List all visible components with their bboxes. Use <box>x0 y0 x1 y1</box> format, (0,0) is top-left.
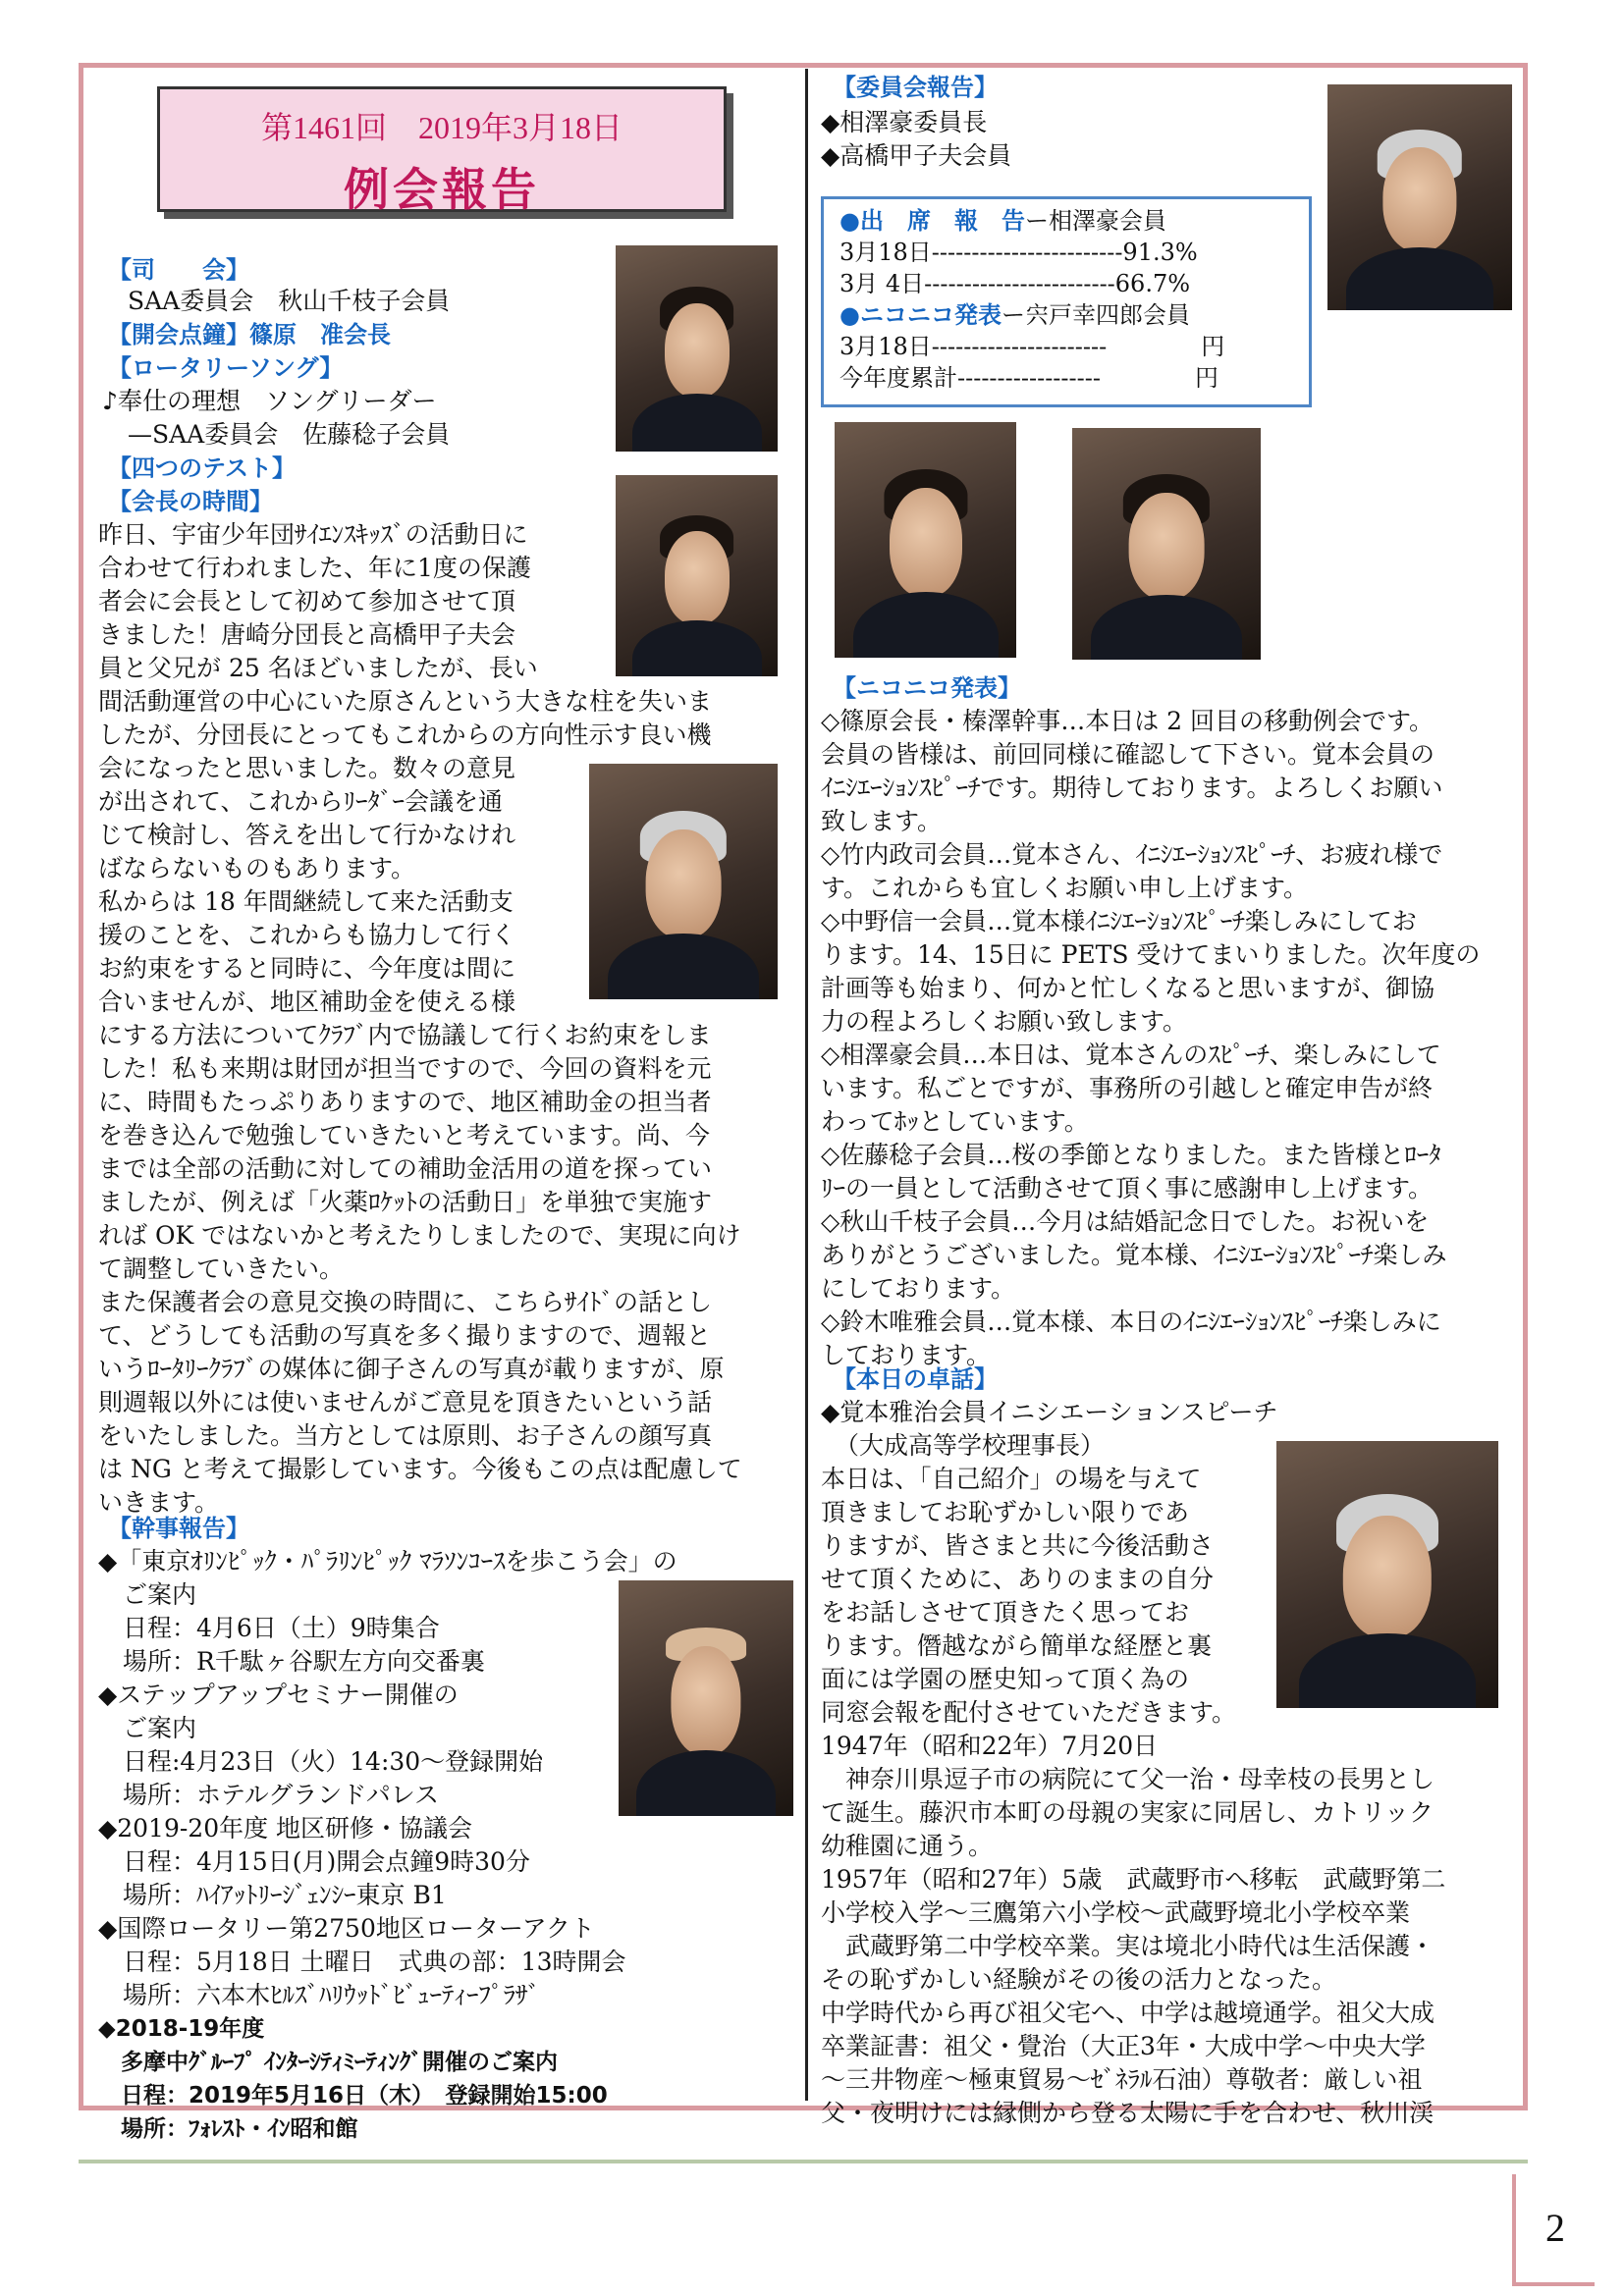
president-text-line: いうﾛｰﾀﾘｰｸﾗﾌﾞの媒体に御子さんの写真が載りますが、原 <box>98 1355 725 1383</box>
heading-four-way-test: 【四つのテスト】 <box>108 454 297 482</box>
talk-text-line: 1947年（昭和22年）7月20日 <box>821 1732 1159 1760</box>
talk-text-line: 武蔵野第二中学校卒業。実は境北小時代は生活保護・ <box>821 1932 1435 1960</box>
secretary-text-line: 日程：4月15日(月)開会点鐘9時30分 <box>98 1847 530 1876</box>
nico-text-line: ◇鈴木唯雅会員…覚本様、本日のｲﾆｼｴｰｼｮﾝｽﾋﾟｰﾁ楽しみに <box>821 1308 1441 1336</box>
nico-text-line: わってﾎｯとしています。 <box>821 1107 1089 1136</box>
president-text-line: お約束をすると同時に、今年度は間に <box>98 954 516 983</box>
nico-text-line: しております。 <box>821 1341 992 1369</box>
talk-text-line: 1957年（昭和27年）5歳 武蔵野市へ移転 武蔵野第二 <box>821 1865 1446 1894</box>
secretary-text-line: ◆ステップアップセミナー開催の <box>98 1681 459 1709</box>
president-text-line: また保護者会の意見交換の時間に、こちらｻｲﾄﾞの話とし <box>98 1288 713 1316</box>
committee-line-2: ◆高橋甲子夫会員 <box>821 141 1012 170</box>
talk-text-line: をお話しさせて頂きたく思ってお <box>821 1598 1190 1627</box>
talk-text-line: 本日は、「自己紹介」の場を与えて <box>821 1465 1202 1493</box>
heading-opening: 【開会点鐘】篠原 准会長 <box>108 321 391 348</box>
president-text-line: ばならないものもあります。 <box>98 854 416 882</box>
nico-text-line: ﾘｰの一員として活動させて頂く事に感謝申し上げます。 <box>821 1174 1434 1202</box>
talk-text-line: 小学校入学～三鷹第六小学校～武蔵野境北小学校卒業 <box>821 1898 1411 1927</box>
secretary-text-line: 日程：4月6日（土）9時集合 <box>98 1614 440 1642</box>
talk-subtitle: （大成高等学校理事長） <box>835 1431 1106 1460</box>
photo-kakumoto-young <box>835 422 1016 658</box>
president-text-line: きました！唐崎分団長と高橋甲子夫会 <box>98 620 516 649</box>
talk-text-line: ります。僭越ながら簡単な経歴と裏 <box>821 1631 1213 1660</box>
photo-kakumoto-speaker <box>1276 1441 1498 1708</box>
nico-text-line: ります。14、15日に PETS 受けてまいりました。次年度の <box>821 940 1481 969</box>
secretary-text-line: 場所：R千駄ヶ谷駅左方向交番裏 <box>98 1647 485 1676</box>
secretary-text-line: 場所：ホテルグランドパレス <box>98 1781 440 1809</box>
talk-text-line: 同窓会報を配付させていただきます。 <box>821 1698 1237 1727</box>
photo-hanzawa <box>619 1580 793 1816</box>
photo-takahashi <box>1072 428 1261 660</box>
heading-song: 【ロータリーソング】 <box>108 354 344 382</box>
heading-committee-report: 【委員会報告】 <box>833 74 998 101</box>
talk-text-line: 面には学園の歴史知って頂く為の <box>821 1665 1190 1693</box>
president-text-line: 会になったと思いました。数々の意見 <box>98 754 516 782</box>
president-text-line: ましたが、例えば「火薬ﾛｹｯﾄの活動日」を単独で実施す <box>98 1188 713 1216</box>
intercity-notice-line: 場所：ﾌｫﾚｽﾄ・ｲﾝ昭和館 <box>98 2116 358 2142</box>
president-text-line: 援のことを、これからも協力して行く <box>98 921 516 949</box>
president-text-line: が出されて、これからﾘｰﾀﾞｰ会議を通 <box>98 787 504 816</box>
intercity-notice-line: ◆2018-19年度 <box>98 2016 265 2042</box>
meeting-date: 第1461回 2019年3月18日 <box>260 110 623 145</box>
committee-line-1: ◆相澤豪委員長 <box>821 108 988 136</box>
nico-text-line: ありがとうございました。覚本様、ｲﾆｼｴｰｼｮﾝｽﾋﾟｰﾁ楽しみ <box>821 1241 1447 1269</box>
column-divider <box>805 69 808 2101</box>
secretary-text-line: ◆「東京ｵﾘﾝﾋﾟｯｸ・ﾊﾟﾗﾘﾝﾋﾟｯｸ ﾏﾗｿﾝｺｰｽを歩こう会」の <box>98 1547 677 1575</box>
attendance-heading: ●出 席 報 告ー相澤豪会員 <box>839 207 1166 235</box>
heading-secretary-report: 【幹事報告】 <box>108 1515 249 1542</box>
song-line-1: ♪奉仕の理想 ソングリーダー <box>102 387 437 415</box>
nico-text-line: います。私ごとですが、事務所の引越しと確定申告が終 <box>821 1074 1434 1102</box>
talk-text-line: 中学時代から再び祖父宅へ、中学は越境通学。祖父大成 <box>821 1999 1435 2027</box>
talk-text-line: 父・夜明けには縁側から登る太陽に手を合わせ、秋川渓 <box>821 2099 1435 2127</box>
talk-text-line: りますが、皆さまと共に今後活動さ <box>821 1531 1215 1560</box>
nico-row: 3月18日---------------------- 円 <box>839 333 1225 360</box>
secretary-text-line: ご案内 <box>98 1580 197 1609</box>
president-text-line: れば OK ではないかと考えたりしましたので、実現に向け <box>98 1221 741 1250</box>
talk-title: ◆覚本雅治会員イニシエーションスピーチ <box>821 1398 1278 1426</box>
title-box <box>157 86 727 216</box>
nico-text-line: ◇竹内政司会員…覚本さん、ｲﾆｼｴｰｼｮﾝｽﾋﾟｰﾁ、お疲れ様で <box>821 840 1443 869</box>
talk-text-line: 卒業証書：祖父・覺治（大正3年・大成中学～中央大学 <box>821 2032 1426 2060</box>
heading-nico-nico: 【ニコニコ発表】 <box>833 674 1021 702</box>
president-text-line: 員と父兄が 25 名ほどいましたが、長い <box>98 654 538 682</box>
president-text-line: にする方法についてｸﾗﾌﾞ内で協議して行くお約束をしま <box>98 1021 712 1049</box>
president-text-line: て調整していきたい。 <box>98 1255 345 1283</box>
attendance-box <box>821 196 1312 407</box>
nico-text-line: す。これからも宜しくお願い申し上げます。 <box>821 874 1309 902</box>
secretary-text-line: ◆2019-20年度 地区研修・協議会 <box>98 1814 473 1842</box>
nico-text-line: 力の程よろしくお願い致します。 <box>821 1007 1188 1036</box>
talk-text-line: 幼稚園に通う。 <box>821 1832 994 1860</box>
heading-today-talk: 【本日の卓話】 <box>833 1365 998 1393</box>
nico-text-line: 会員の皆様は、前回同様に確認して下さい。覚本会員の <box>821 740 1435 769</box>
president-text-line: じて検討し、答えを出して行かなけれ <box>98 821 516 849</box>
nico-heading: ●ニコニコ発表ー宍戸幸四郎会員 <box>839 301 1190 329</box>
page-number: 2 <box>1512 2174 1595 2286</box>
president-text-line: 合わせて行われました、年に1度の保護 <box>98 554 531 582</box>
bottom-rule <box>79 2160 1528 2163</box>
secretary-text-line: 日程：5月18日 土曜日 式典の部：13時開会 <box>98 1948 626 1976</box>
intercity-notice-line: 多摩中ｸﾞﾙｰﾌﾟ ｲﾝﾀｰｼﾃｨﾐｰﾃｨﾝｸﾞ開催のご案内 <box>98 2050 559 2075</box>
nico-text-line: ◇中野信一会員…覚本様ｲﾆｼｴｰｼｮﾝｽﾋﾟｰﾁ楽しみにしてお <box>821 907 1417 935</box>
president-text-line: 則週報以外には使いませんがご意見を頂きたいという話 <box>98 1388 713 1416</box>
photo-shinohara <box>589 764 778 999</box>
nico-text-line: ｲﾆｼｴｰｼｮﾝｽﾋﾟｰﾁです。期待しております。よろしくお願い <box>821 774 1443 802</box>
nico-text <box>821 705 1520 1372</box>
nico-text-line: 計画等も始まり、何かと忙しくなると思いますが、御協 <box>821 974 1435 1002</box>
nico-text-line: 致します。 <box>821 807 943 835</box>
host-line: SAA委員会 秋山千枝子会員 <box>128 287 451 315</box>
talk-text-line: ～三井物産～極東貿易～ｾﾞﾈﾗﾙ石油）尊敬者：厳しい祖 <box>821 2065 1423 2094</box>
president-text-line: 者会に会長として初めて参加させて頂 <box>98 587 516 615</box>
secretary-text-line: 場所：ﾊｲｱｯﾄﾘｰｼﾞｪﾝｼｰ東京 B1 <box>98 1881 447 1909</box>
heading-host: 【司 会】 <box>108 256 249 284</box>
intercity-meeting-notice <box>98 2012 805 2146</box>
president-text-line: 間活動運営の中心にいた原さんという大きな柱を失いま <box>98 687 713 716</box>
secretary-text-line: ご案内 <box>98 1714 197 1742</box>
nico-text-line: ◇相澤豪会員…本日は、覚本さんのｽﾋﾟｰﾁ、楽しみにして <box>821 1041 1441 1069</box>
president-text-line: した！私も来期は財団が担当ですので、今回の資料を元 <box>98 1054 712 1083</box>
president-text-line: 私からは 18 年間継続して来た活動支 <box>98 887 514 916</box>
president-text-line: したが、分団長にとってもこれからの方向性示す良い機 <box>98 721 712 749</box>
photo-akiyama <box>616 245 778 452</box>
heading-president-time: 【会長の時間】 <box>108 488 273 515</box>
nico-text-line: にしております。 <box>821 1274 1016 1303</box>
president-text-line: を巻き込んで勉強していきたいと考えています。尚、今 <box>98 1121 711 1149</box>
president-text-line: をいたしました。当方としては原則、お子さんの顔写真 <box>98 1421 713 1450</box>
president-text-line: までは全部の活動に対しての補助金活用の道を探ってい <box>98 1154 713 1183</box>
president-text-line: 合いませんが、地区補助金を使える様 <box>98 988 516 1016</box>
page-title: 例会報告 <box>344 163 540 216</box>
photo-aizawa <box>1327 84 1512 310</box>
song-line-2: —SAA委員会 佐藤稔子会員 <box>128 420 451 449</box>
attendance-row: 3月 4日------------------------66.7% <box>839 270 1191 297</box>
nico-text-line: ◇秋山千枝子会員…今月は結婚記念日でした。お祝いを <box>821 1207 1430 1236</box>
president-text-line: に、時間もたっぷりありますので、地区補助金の担当者 <box>98 1088 712 1116</box>
talk-text-line: 神奈川県逗子市の病院にて父一治・母幸枝の長男とし <box>821 1765 1435 1793</box>
talk-text-line: て誕生。藤沢市本町の母親の実家に同居し、カトリック <box>821 1798 1435 1827</box>
talk-text-line: その恥ずかしい経験がその後の活力となった。 <box>821 1965 1337 1994</box>
nico-text-line: ◇佐藤稔子会員…桜の季節となりました。また皆様とﾛｰﾀ <box>821 1141 1441 1169</box>
intercity-notice-line: 日程：2019年5月16日（木） 登録開始15:00 <box>98 2083 608 2109</box>
president-text-line: 昨日、宇宙少年団ｻｲｴﾝｽｷｯｽﾞの活動日に <box>98 520 528 549</box>
president-text-line: て、どうしても活動の写真を多く撮りますので、週報と <box>98 1321 712 1350</box>
nico-text-line: ◇篠原会長・榛澤幹事…本日は 2 回目の移動例会です。 <box>821 707 1435 735</box>
secretary-text-line: 日程:4月23日（火）14:30～登録開始 <box>98 1747 544 1776</box>
president-text-line: は NG と考えて撮影しています。今後もこの点は配慮して <box>98 1455 742 1483</box>
talk-text-line: せて頂くために、ありのままの自分 <box>821 1565 1215 1593</box>
talk-text-line: 頂きましてお恥ずかしい限りであ <box>821 1498 1190 1526</box>
president-text-line: いきます。 <box>98 1488 220 1517</box>
secretary-text-line: 場所：六本木ﾋﾙｽﾞﾊﾘｳｯﾄﾞﾋﾞｭｰﾃｨｰﾌﾟﾗｻﾞ <box>98 1981 541 2009</box>
attendance-row: 3月18日------------------------91.3% <box>839 239 1198 266</box>
secretary-text-line: ◆国際ロータリー第2750地区ローターアクト <box>98 1914 595 1943</box>
photo-sato <box>616 475 778 676</box>
nico-row: 今年度累計------------------ 円 <box>839 364 1218 392</box>
